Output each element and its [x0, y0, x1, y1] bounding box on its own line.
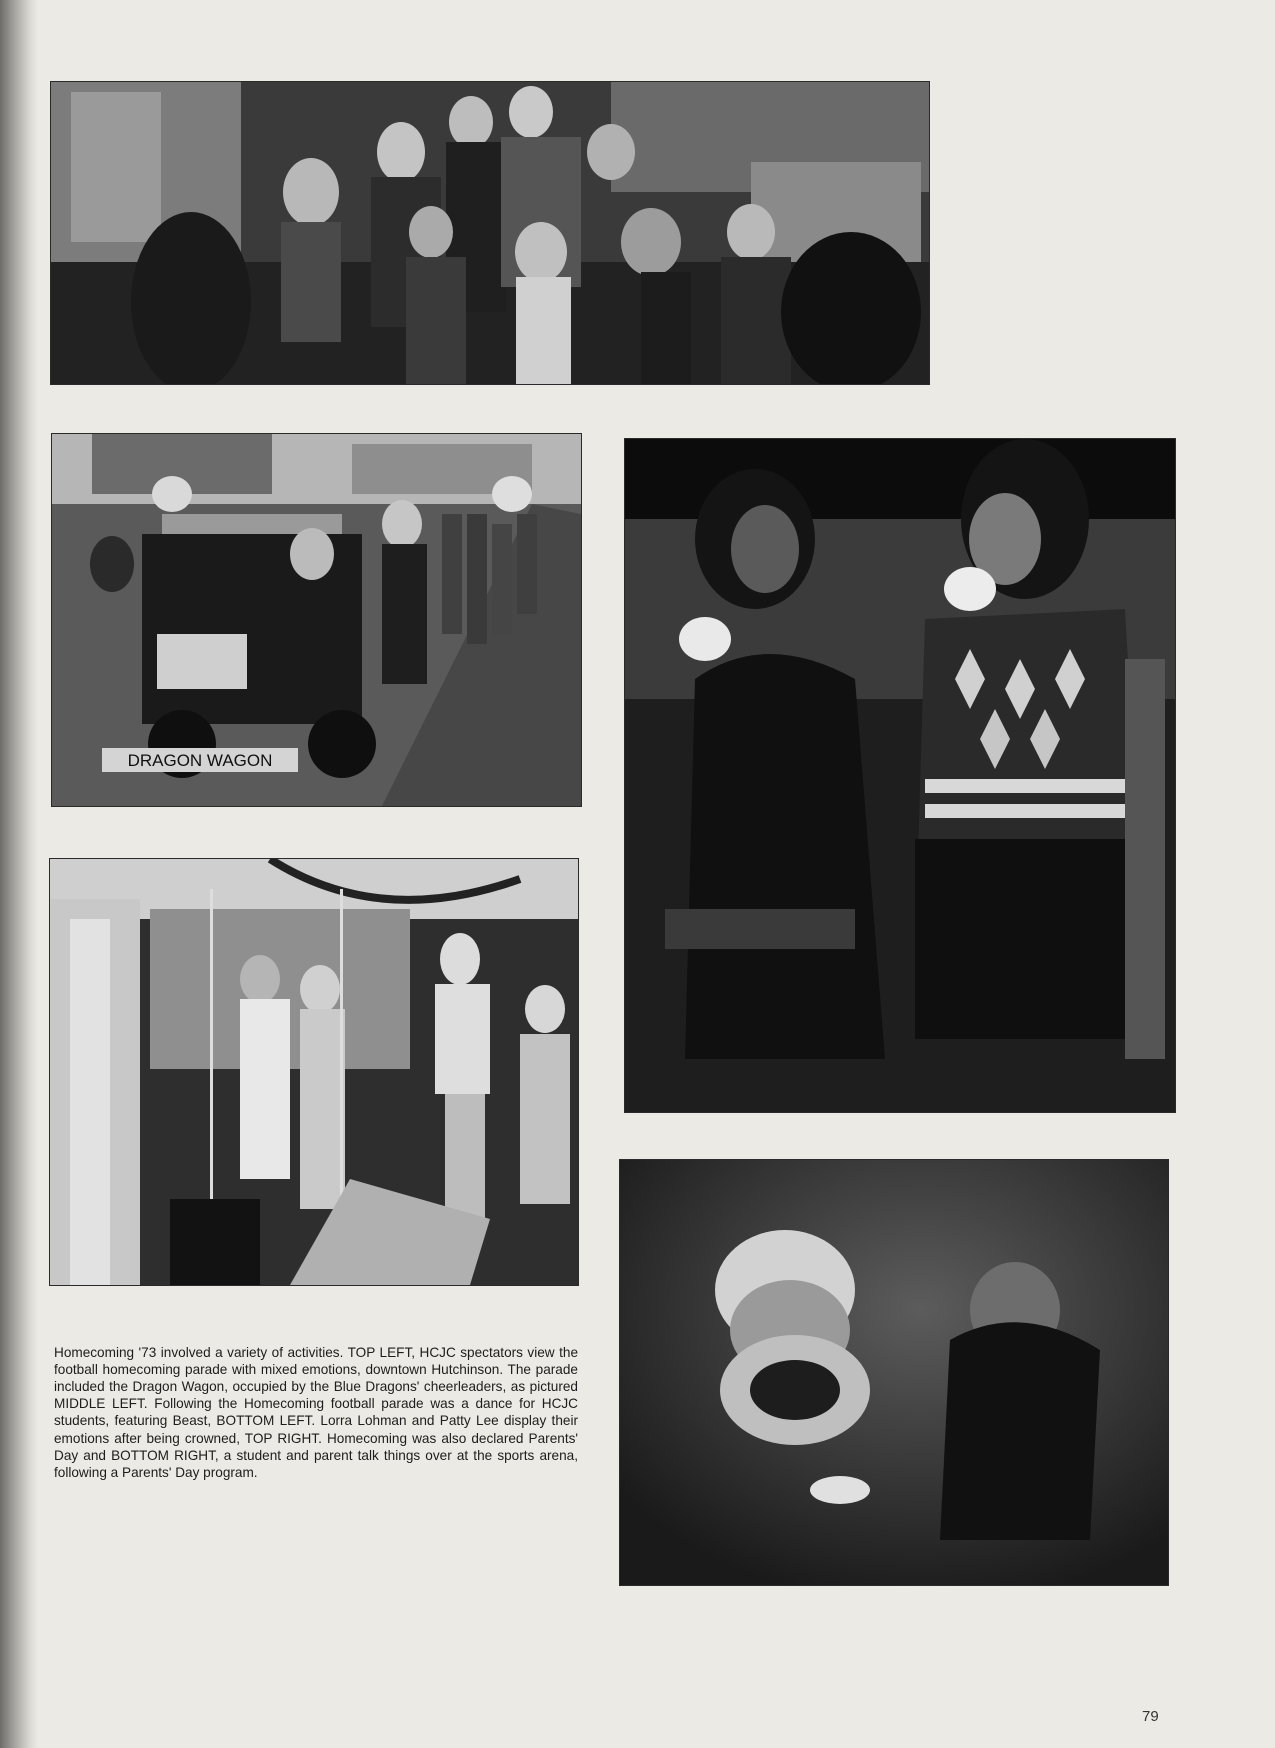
- dragon-wagon-sign-text: DRAGON WAGON: [127, 751, 273, 770]
- photo-middle-left-dragon-wagon: [52, 434, 581, 806]
- photo-bottom-left-dance: [50, 859, 578, 1285]
- page-binding-shadow: [0, 0, 38, 1748]
- photo-caption: Homecoming '73 involved a variety of activities. TOP LEFT, HCJC spectators view the football homecoming parade with mixed emotions, downtown Hutchinson. The parade included the Dragon Wagon, occupied by the Blue Dragons' cheerleaders, as pictured MIDDLE LEFT. Following the Homecoming football parade was a dance for HCJC students, featuring Beast, BOTTOM LEFT. Lorra Lohman and Patty Lee display their emotions after being crowned, TOP RIGHT. Homecoming was also declared Parents' Day and BOTTOM RIGHT, a student and parent talk things over at the sports arena, following a Parents' Day program.: [54, 1344, 578, 1481]
- photo-bottom-right-student-and-parent: [620, 1160, 1168, 1585]
- photo-top-left-parade-spectators: [51, 82, 929, 384]
- photo-top-right-crowned-queens: [625, 439, 1175, 1112]
- page-number: 79: [1142, 1708, 1159, 1725]
